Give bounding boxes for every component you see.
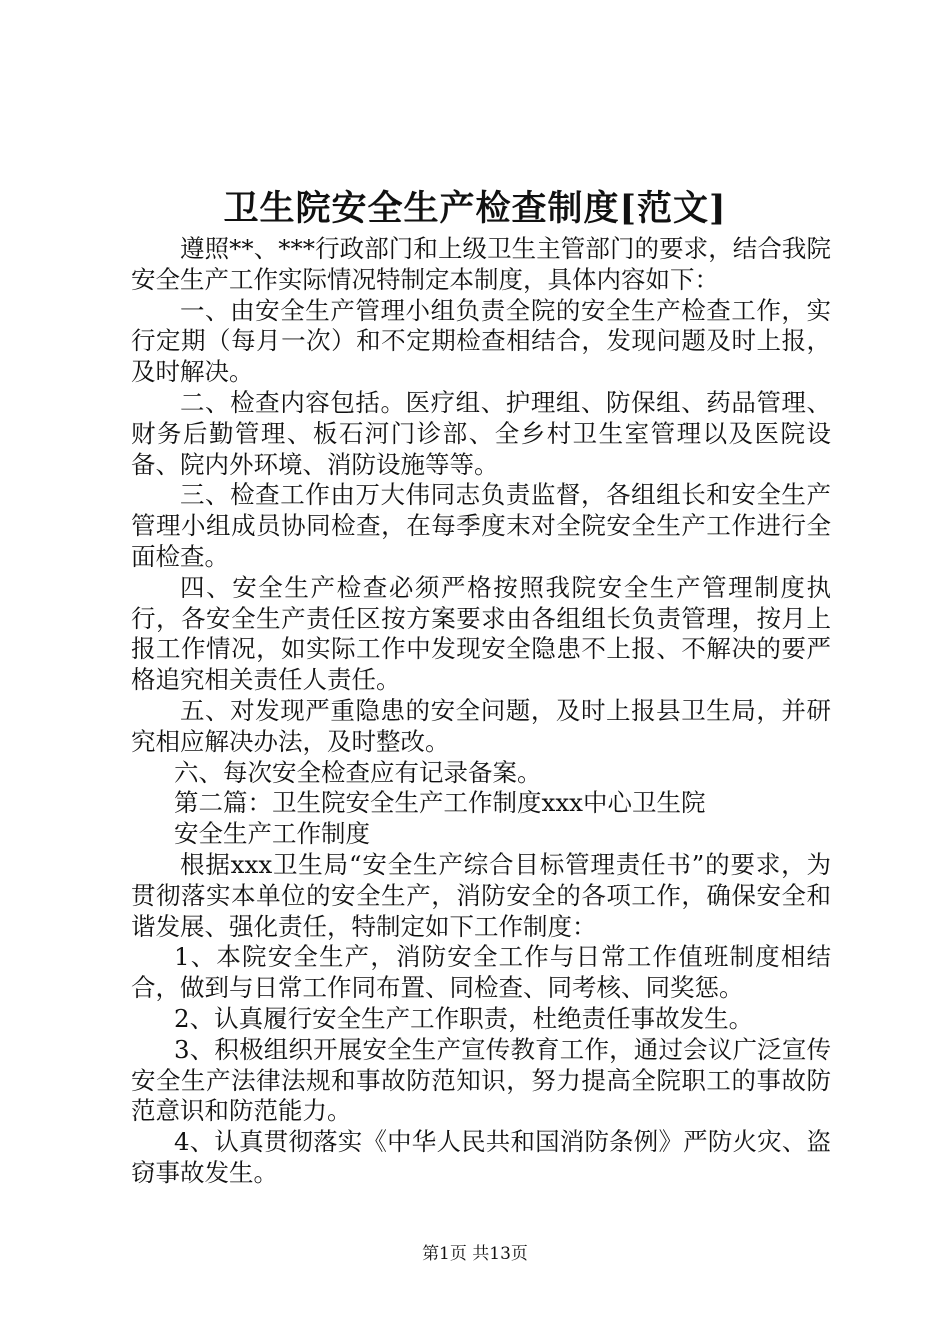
paragraph-item-5: 五、对发现严重隐患的安全问题，及时上报县卫生局，并研究相应解决办法，及时整改。 [131, 695, 831, 756]
section-heading-part-two: 第二篇：卫生院安全生产工作制度xxx中心卫生院 [174, 788, 706, 818]
paragraph-item-4: 四、安全生产检查必须严格按照我院安全生产管理制度执行，各安全生产责任区按方案要求由各组组长负责管理，按月上报工作情况，如实际工作中发现安全隐患不上报、不解决的要严格追究相关责任人责任。 [131, 572, 831, 695]
paragraph-rule-4: 4、认真贯彻落实《中华人民共和国消防条例》严防火灾、盗窃事故发生。 [131, 1127, 831, 1187]
paragraph-item-1: 一、由安全生产管理小组负责全院的安全生产检查工作，实行定期（每月一次）和不定期检查相结合，发现问题及时上报，及时解决。 [131, 295, 831, 387]
paragraph-rule-2: 2、认真履行安全生产工作职责，杜绝责任事故发生。 [174, 1003, 754, 1033]
paragraph-rule-3: 3、积极组织开展安全生产宣传教育工作，通过会议广泛宣传安全生产法律法规和事故防范知识，努力提高全院职工的事故防范意识和防范能力。 [131, 1034, 831, 1126]
section-subheading: 安全生产工作制度 [174, 819, 370, 849]
document-body [131, 234, 831, 1189]
page-number-footer: 第1页 共13页 [422, 1244, 528, 1264]
paragraph-part-two-intro: 根据xxx卫生局“安全生产综合目标管理责任书”的要求，为贯彻落实本单位的安全生产，消防安全的各项工作，确保安全和谐发展、强化责任，特制定如下工作制度： [131, 849, 831, 941]
paragraph-item-3: 三、检查工作由万大伟同志负责监督，各组组长和安全生产管理小组成员协同检查，在每季度末对全院安全生产工作进行全面检查。 [131, 480, 831, 571]
document-title: 卫生院安全生产检查制度[范文] [223, 188, 727, 229]
paragraph-item-6: 六、每次安全检查应有记录备案。 [174, 757, 542, 787]
paragraph-rule-1: 1、本院安全生产，消防安全工作与日常工作值班制度相结合，做到与日常工作同布置、同检查、同考核、同奖惩。 [131, 942, 831, 1003]
paragraph-intro: 遵照**、***行政部门和上级卫生主管部门的要求，结合我院安全生产工作实际情况特制定本制度，具体内容如下： [131, 234, 831, 294]
paragraph-item-2: 二、检查内容包括。医疗组、护理组、防保组、药品管理、财务后勤管理、板石河门诊部、全乡村卫生室管理以及医院设备、院内外环境、消防设施等等。 [131, 387, 831, 479]
